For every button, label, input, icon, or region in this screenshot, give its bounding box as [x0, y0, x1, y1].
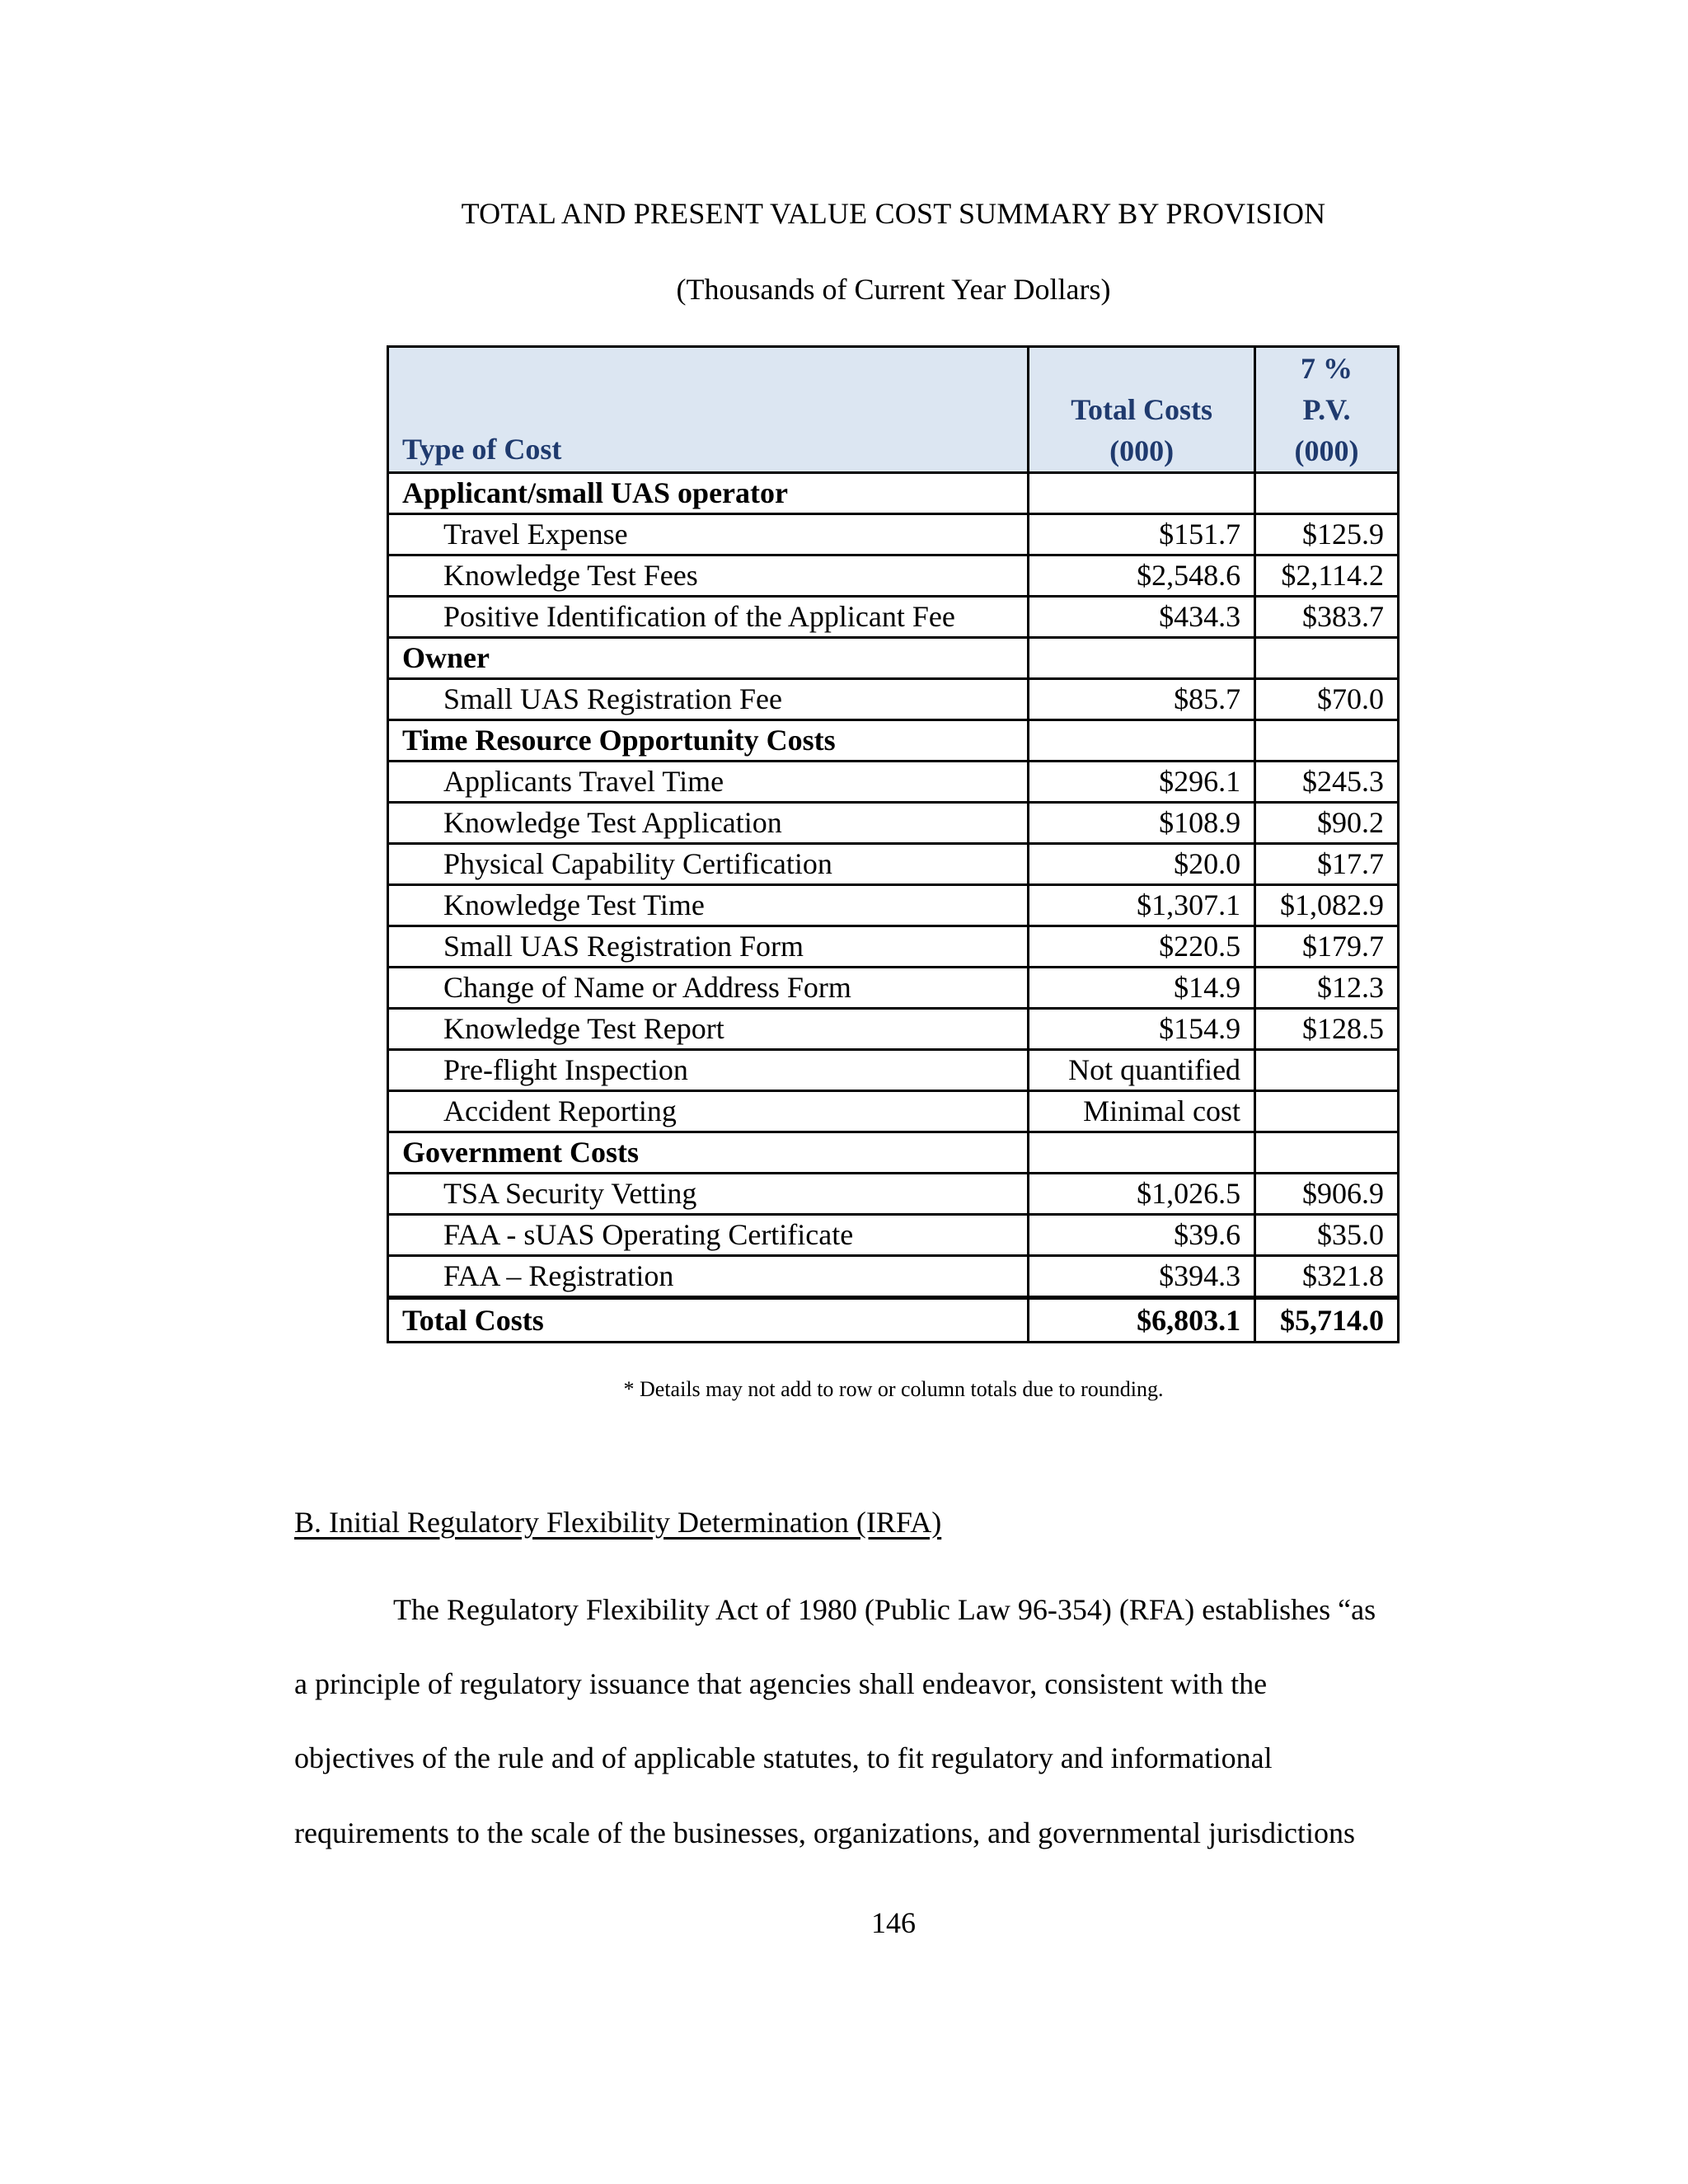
row-pv — [1255, 473, 1399, 514]
row-label: Accident Reporting — [388, 1091, 1029, 1132]
row-label: Physical Capability Certification — [388, 844, 1029, 885]
table-row — [388, 1009, 1399, 1050]
row-total: $434.3 — [1029, 597, 1255, 638]
row-total: $296.1 — [1029, 762, 1255, 803]
row-pv: $906.9 — [1255, 1174, 1399, 1215]
row-pv: $128.5 — [1255, 1009, 1399, 1050]
row-pv: $17.7 — [1255, 844, 1399, 885]
row-label: Positive Identification of the Applicant Fee — [388, 597, 1029, 638]
row-pv: $35.0 — [1255, 1215, 1399, 1256]
row-label: Change of Name or Address Form — [388, 968, 1029, 1009]
row-label: Knowledge Test Report — [388, 1009, 1029, 1050]
header-total-line1: Total Costs — [1071, 393, 1212, 426]
row-total: $39.6 — [1029, 1215, 1255, 1256]
table-row — [388, 638, 1399, 679]
row-total: $1,307.1 — [1029, 885, 1255, 926]
row-label: FAA – Registration — [388, 1256, 1029, 1298]
row-total: $394.3 — [1029, 1256, 1255, 1298]
row-total: $85.7 — [1029, 679, 1255, 720]
section-heading: B. Initial Regulatory Flexibility Determination (IRFA) — [294, 1506, 942, 1539]
row-total — [1029, 1132, 1255, 1174]
table-footnote: * Details may not add to row or column totals due to rounding. — [623, 1377, 1164, 1401]
paragraph-line: requirements to the scale of the businesses, organizations, and governmental jurisdictions — [294, 1816, 1356, 1849]
row-pv: $70.0 — [1255, 679, 1399, 720]
row-total: $220.5 — [1029, 926, 1255, 968]
row-label: Travel Expense — [388, 514, 1029, 555]
table-row — [388, 555, 1399, 597]
cost-summary-table — [387, 345, 1400, 1343]
row-total: $2,548.6 — [1029, 555, 1255, 597]
row-label: Applicants Travel Time — [388, 762, 1029, 803]
row-label: Owner — [388, 638, 1029, 679]
row-label: Knowledge Test Time — [388, 885, 1029, 926]
row-total: $14.9 — [1029, 968, 1255, 1009]
row-total: Not quantified — [1029, 1050, 1255, 1091]
row-label: Knowledge Test Application — [388, 803, 1029, 844]
row-label: Knowledge Test Fees — [388, 555, 1029, 597]
paragraph-line: The Regulatory Flexibility Act of 1980 (Public Law 96-354) (RFA) establishes “as — [393, 1593, 1376, 1626]
page-number: 146 — [871, 1906, 916, 1939]
row-total: $154.9 — [1029, 1009, 1255, 1050]
total-row — [388, 1298, 1399, 1343]
row-total — [1029, 720, 1255, 762]
row-pv: $1,082.9 — [1255, 885, 1399, 926]
paragraph-line: objectives of the rule and of applicable statutes, to fit regulatory and informational — [294, 1741, 1273, 1774]
paragraph-line: a principle of regulatory issuance that agencies shall endeavor, consistent with the — [294, 1667, 1268, 1700]
row-label: Applicant/small UAS operator — [388, 473, 1029, 514]
row-pv: $12.3 — [1255, 968, 1399, 1009]
table-row — [388, 597, 1399, 638]
header-total-costs — [1029, 347, 1255, 473]
table-row — [388, 1215, 1399, 1256]
row-pv — [1255, 1091, 1399, 1132]
row-total: $20.0 — [1029, 844, 1255, 885]
row-label: Pre-flight Inspection — [388, 1050, 1029, 1091]
total-label: Total Costs — [388, 1298, 1029, 1343]
header-pv-line1: 7 % — [1301, 352, 1353, 385]
row-pv — [1255, 1050, 1399, 1091]
table-title: TOTAL AND PRESENT VALUE COST SUMMARY BY PROVISION — [461, 197, 1326, 230]
row-label: TSA Security Vetting — [388, 1174, 1029, 1215]
row-label: FAA - sUAS Operating Certificate — [388, 1215, 1029, 1256]
row-label: Government Costs — [388, 1132, 1029, 1174]
row-pv: $179.7 — [1255, 926, 1399, 968]
table-row — [388, 1132, 1399, 1174]
row-total: $108.9 — [1029, 803, 1255, 844]
table-row — [388, 968, 1399, 1009]
table-row — [388, 1050, 1399, 1091]
row-pv — [1255, 1132, 1399, 1174]
header-pv-line2: P.V. — [1302, 393, 1351, 426]
row-label: Time Resource Opportunity Costs — [388, 720, 1029, 762]
table-row — [388, 762, 1399, 803]
table-row — [388, 844, 1399, 885]
table-subtitle: (Thousands of Current Year Dollars) — [676, 273, 1111, 306]
table-row — [388, 514, 1399, 555]
table-row — [388, 803, 1399, 844]
total-pv-value: $5,714.0 — [1255, 1298, 1399, 1343]
row-pv: $245.3 — [1255, 762, 1399, 803]
header-present-value — [1255, 347, 1399, 473]
row-label: Small UAS Registration Fee — [388, 679, 1029, 720]
table-body — [388, 473, 1399, 1343]
table-row — [388, 1091, 1399, 1132]
row-pv: $90.2 — [1255, 803, 1399, 844]
table-row — [388, 926, 1399, 968]
row-pv: $383.7 — [1255, 597, 1399, 638]
table-row — [388, 473, 1399, 514]
table-row — [388, 720, 1399, 762]
row-total: Minimal cost — [1029, 1091, 1255, 1132]
row-pv: $125.9 — [1255, 514, 1399, 555]
total-costs-value: $6,803.1 — [1029, 1298, 1255, 1343]
row-pv — [1255, 638, 1399, 679]
table-header-row — [388, 347, 1399, 473]
row-label: Small UAS Registration Form — [388, 926, 1029, 968]
table-row — [388, 679, 1399, 720]
row-total: $1,026.5 — [1029, 1174, 1255, 1215]
table-row — [388, 885, 1399, 926]
row-pv: $321.8 — [1255, 1256, 1399, 1298]
row-total — [1029, 638, 1255, 679]
row-pv: $2,114.2 — [1255, 555, 1399, 597]
row-total: $151.7 — [1029, 514, 1255, 555]
header-pv-line3: (000) — [1294, 434, 1359, 467]
row-pv — [1255, 720, 1399, 762]
header-total-line2: (000) — [1109, 434, 1175, 467]
header-type-of-cost: Type of Cost — [388, 347, 1029, 473]
row-total — [1029, 473, 1255, 514]
table-row — [388, 1256, 1399, 1298]
table-row — [388, 1174, 1399, 1215]
